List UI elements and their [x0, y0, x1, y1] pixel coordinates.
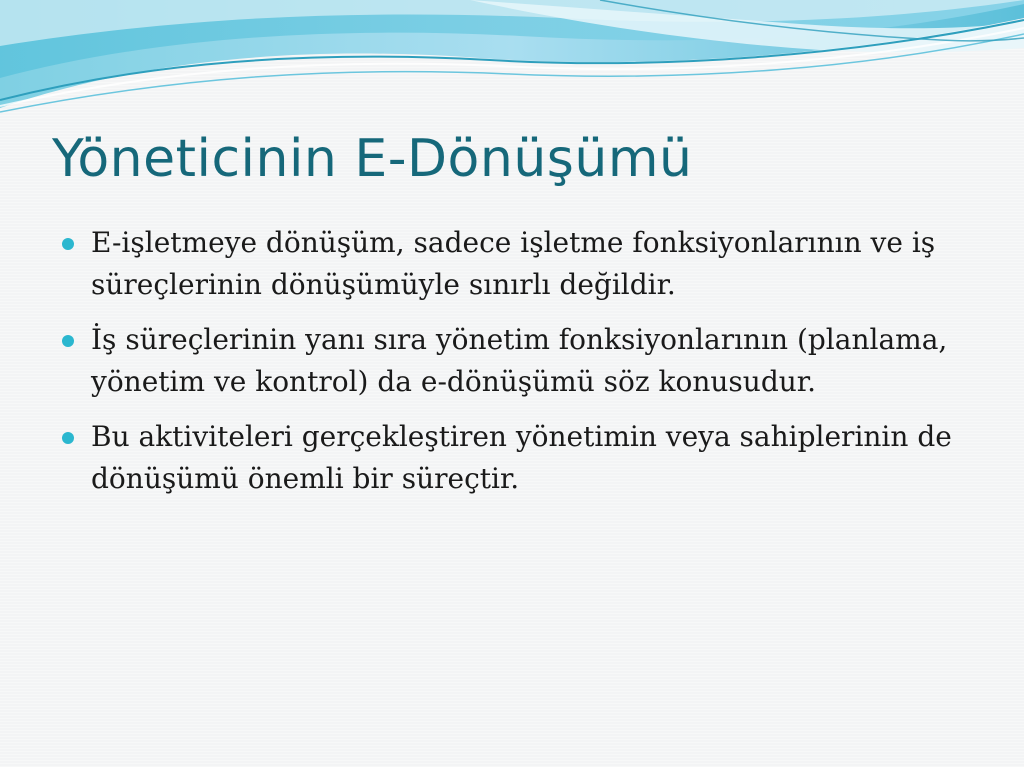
- slide-title: Yöneticinin E-Dönüşümü: [52, 129, 693, 189]
- bullet-dot-icon: [62, 432, 74, 444]
- bullet-dot-icon: [62, 335, 74, 347]
- bullet-dot-icon: [62, 238, 74, 250]
- bullet-item: [62, 222, 972, 306]
- bullet-item: [62, 416, 972, 500]
- decorative-wave-header: [0, 0, 1024, 130]
- bullet-item: [62, 319, 972, 403]
- bullet-text: Bu aktiviteleri gerçekleştiren yönetimin veya sahiplerinin de dönüşümü önemli bir süreçtir.: [91, 420, 952, 495]
- bullet-text: E-işletmeye dönüşüm, sadece işletme fonksiyonlarının ve iş süreçlerinin dönüşümüyle sınırlı değildir.: [91, 226, 936, 301]
- bullet-text: İş süreçlerinin yanı sıra yönetim fonksiyonlarının (planlama, yönetim ve kontrol) da e-dönüşümü söz konusudur.: [91, 323, 948, 398]
- bullet-list: [62, 222, 972, 513]
